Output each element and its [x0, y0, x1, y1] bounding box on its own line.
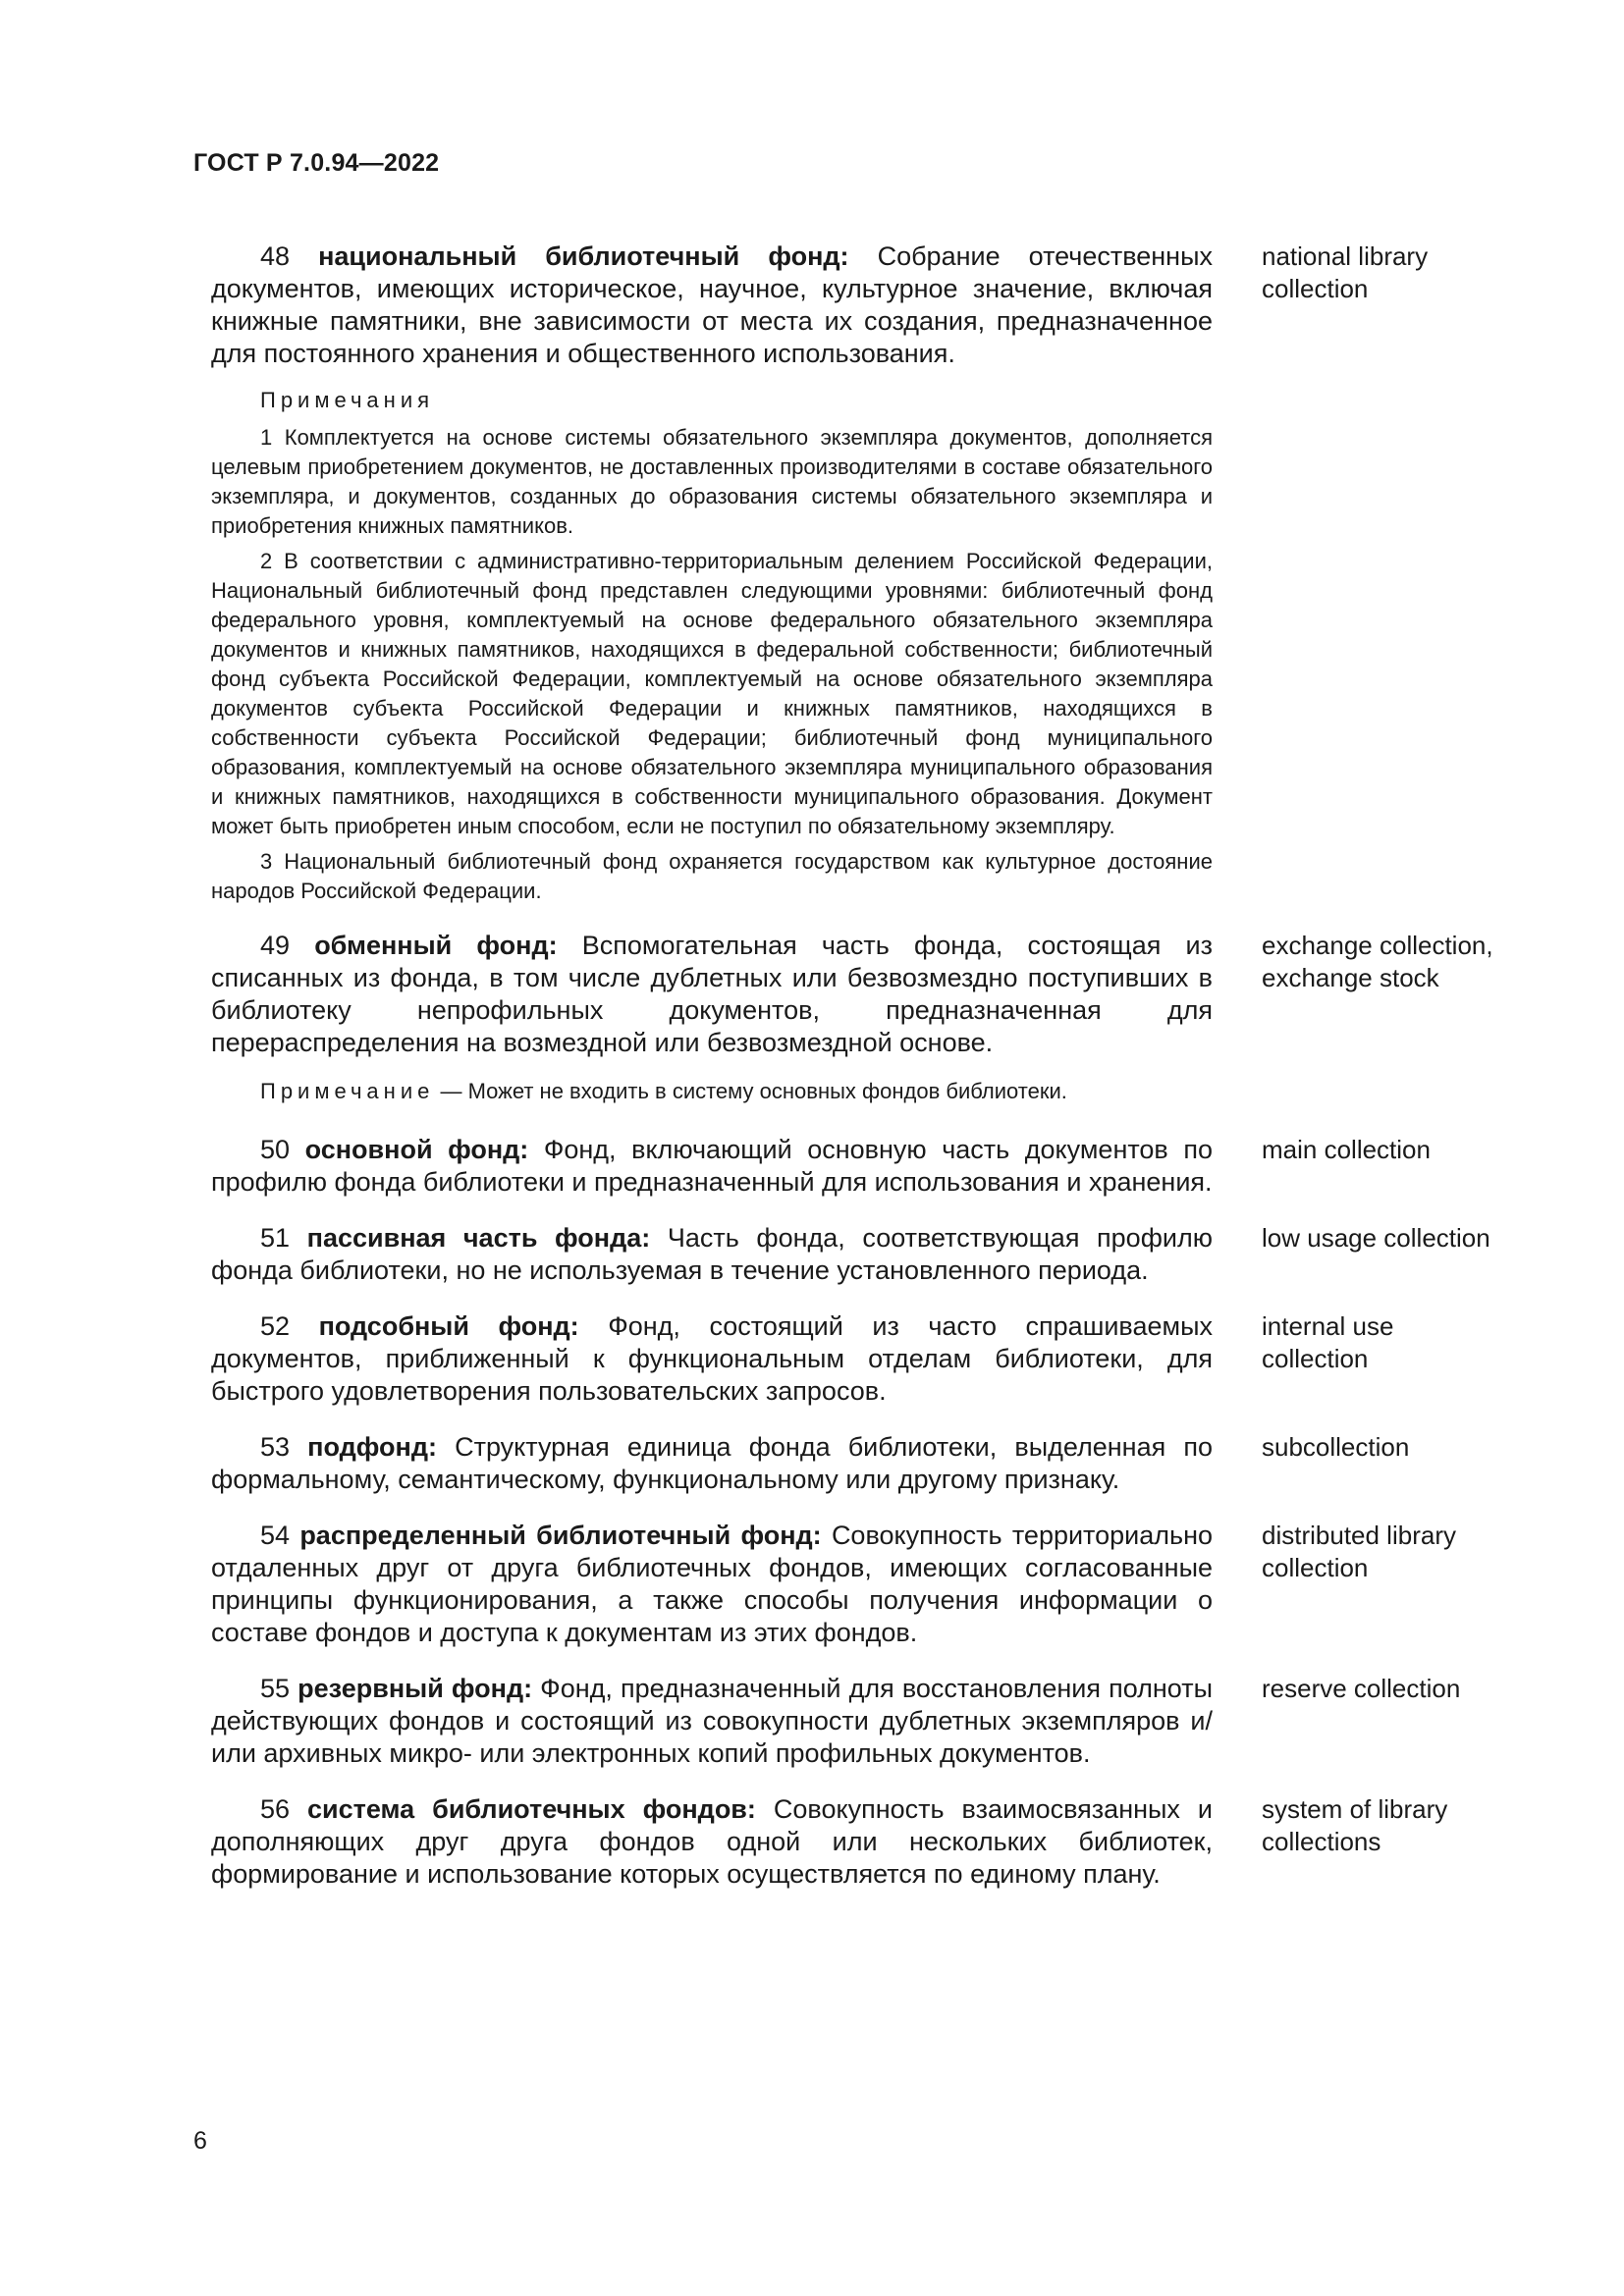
term-entry-56 [211, 1793, 1517, 1891]
term-entry-48 [211, 240, 1517, 370]
english-line: collections [1262, 1827, 1381, 1856]
term-number: 49 [260, 931, 291, 960]
term-number: 53 [260, 1432, 291, 1462]
term-number: 54 [260, 1521, 291, 1550]
note-item: 2 В соответствии с административно-территориальным делением Российской Федерации, Национальный библиотечный фонд представлен следующими уровнями: библиотечный фонд федерального уровня, комплектуемый на основе федерального обязательного экземпляра документов и книжных памятников, находящихся в федеральной собственности; библиотечный фонд субъекта Российской Федерации, комплектуемый на основе обязательного экземпляра документов субъекта Российской Федерации и книжных памятников, находящихся в собственности субъекта Российской Федерации; библиотечный фонд муниципального образования, комплектуемый на основе обязательного экземпляра муниципального образования и книжных памятников, находящихся в собственности муниципального образования. Документ может быть приобретен иным способом, если не поступил по обязательному экземпляру. [211, 549, 1213, 838]
notes-block-48 [211, 386, 1213, 906]
document-header: ГОСТ Р 7.0.94—2022 [193, 149, 440, 177]
english-line: collection [1262, 1553, 1369, 1582]
term-entry-50 [211, 1134, 1517, 1199]
note-text: — Может не входить в систему основных фондов библиотеки. [440, 1079, 1067, 1103]
term-name: подсобный фонд: [318, 1311, 579, 1341]
english-line: main collection [1262, 1135, 1431, 1164]
term-definition: Фонд, состоящий из часто спрашиваемых документов, приближенный к функциональным отделам библиотеки, для быстрого удовлетворения пользовательских запросов. [211, 1311, 1213, 1406]
english-line: system of library [1262, 1794, 1448, 1824]
term-name: национальный библиотечный фонд: [318, 241, 849, 271]
term-number: 50 [260, 1135, 291, 1164]
term-definition: Совокупность территориально отдаленных друг от друга библиотечных фондов, имеющих согласованные принципы функционирования, а также способы получения информации о составе фондов и доступа к документам из этих фондов. [211, 1521, 1213, 1647]
term-entry-53 [211, 1431, 1517, 1496]
english-line: exchange collection, [1262, 931, 1493, 960]
page-number: 6 [193, 2127, 207, 2155]
term-number: 52 [260, 1311, 291, 1341]
terms-list [211, 240, 1517, 1914]
english-equivalent [1252, 1222, 1517, 1255]
term-number: 48 [260, 241, 291, 271]
note-label: Примечание [260, 1079, 435, 1103]
term-name: система библиотечных фондов: [307, 1794, 756, 1824]
english-line: low usage collection [1262, 1223, 1490, 1253]
term-text [211, 930, 1213, 1059]
term-name: подфонд: [307, 1432, 437, 1462]
term-text [211, 1134, 1213, 1199]
term-definition: Совокупность взаимосвязанных и дополняющих друг друга фондов одной или нескольких библиотек, формирование и использование которых осуществляется по единому плану. [211, 1794, 1213, 1889]
term-definition: Структурная единица фонда библиотеки, выделенная по формальному, семантическому, функциональному или другому признаку. [211, 1432, 1213, 1494]
term-number: 51 [260, 1223, 291, 1253]
term-number: 56 [260, 1794, 291, 1824]
term-name: пассивная часть фонда: [306, 1223, 651, 1253]
term-definition: Собрание отечественных документов, имеющих историческое, научное, культурное значение, включая книжные памятники, вне зависимости от места их создания, предназначенное для постоянного хранения и общественного использования. [211, 241, 1213, 368]
english-equivalent [1252, 930, 1517, 994]
english-line: reserve collection [1262, 1674, 1461, 1703]
english-line: distributed library [1262, 1521, 1456, 1550]
term-entry-49 [211, 930, 1517, 1059]
english-equivalent [1252, 240, 1517, 305]
term-text [211, 1222, 1213, 1287]
term-definition: Часть фонда, соответствующая профилю фонда библиотеки, но не используемая в течение установленного периода. [211, 1223, 1213, 1285]
english-equivalent [1252, 1134, 1517, 1166]
term-entry-54 [211, 1520, 1517, 1649]
term-definition: Фонд, предназначенный для восстановления полноты действующих фондов и состоящий из совокупности дублетных экземпляров и/или архивных микро- или электронных копий профильных документов. [211, 1674, 1213, 1768]
english-line: internal use [1262, 1311, 1394, 1341]
english-line: collection [1262, 1344, 1369, 1373]
english-equivalent [1244, 1431, 1517, 1464]
english-equivalent [1252, 1793, 1517, 1858]
english-equivalent [1252, 1673, 1517, 1705]
term-name: распределенный библиотечный фонд: [299, 1521, 822, 1550]
term-name: основной фонд: [304, 1135, 529, 1164]
term-entry-55 [211, 1673, 1517, 1770]
term-number: 55 [260, 1674, 291, 1703]
term-entry-51 [211, 1222, 1517, 1287]
english-line: collection [1262, 274, 1369, 303]
term-entry-52 [211, 1310, 1517, 1408]
term-text [211, 1520, 1213, 1649]
term-definition: Вспомогательная часть фонда, состоящая из списанных из фонда, в том числе дублетных или безвозмездно поступивших в библиотеку непрофильных документов, предназначенная для перераспределения на возмездной или безвозмездной основе. [211, 931, 1213, 1057]
note-item: 1 Комплектуется на основе системы обязательного экземпляра документов, дополняется целевым приобретением документов, не доставленных производителями в составе обязательного экземпляра, и документов, созданных до образования системы обязательного экземпляра и приобретения книжных памятников. [211, 425, 1213, 538]
note-block-49 [211, 1077, 1262, 1106]
term-text [211, 1793, 1213, 1891]
term-text [211, 240, 1213, 370]
term-definition: Фонд, включающий основную часть документов по профилю фонда библиотеки и предназначенный для использования и хранения. [211, 1135, 1213, 1197]
term-text [211, 1673, 1213, 1770]
english-line: subcollection [1262, 1432, 1410, 1462]
english-line: exchange stock [1262, 963, 1439, 992]
term-name: резервный фонд: [298, 1674, 533, 1703]
term-text [211, 1431, 1213, 1496]
english-equivalent [1252, 1310, 1517, 1375]
term-text [211, 1310, 1213, 1408]
english-equivalent [1252, 1520, 1517, 1584]
english-line: national library [1262, 241, 1429, 271]
term-name: обменный фонд: [314, 931, 558, 960]
notes-label: Примечания [260, 388, 435, 412]
note-item: 3 Национальный библиотечный фонд охраняется государством как культурное достояние народов Российской Федерации. [211, 849, 1213, 903]
